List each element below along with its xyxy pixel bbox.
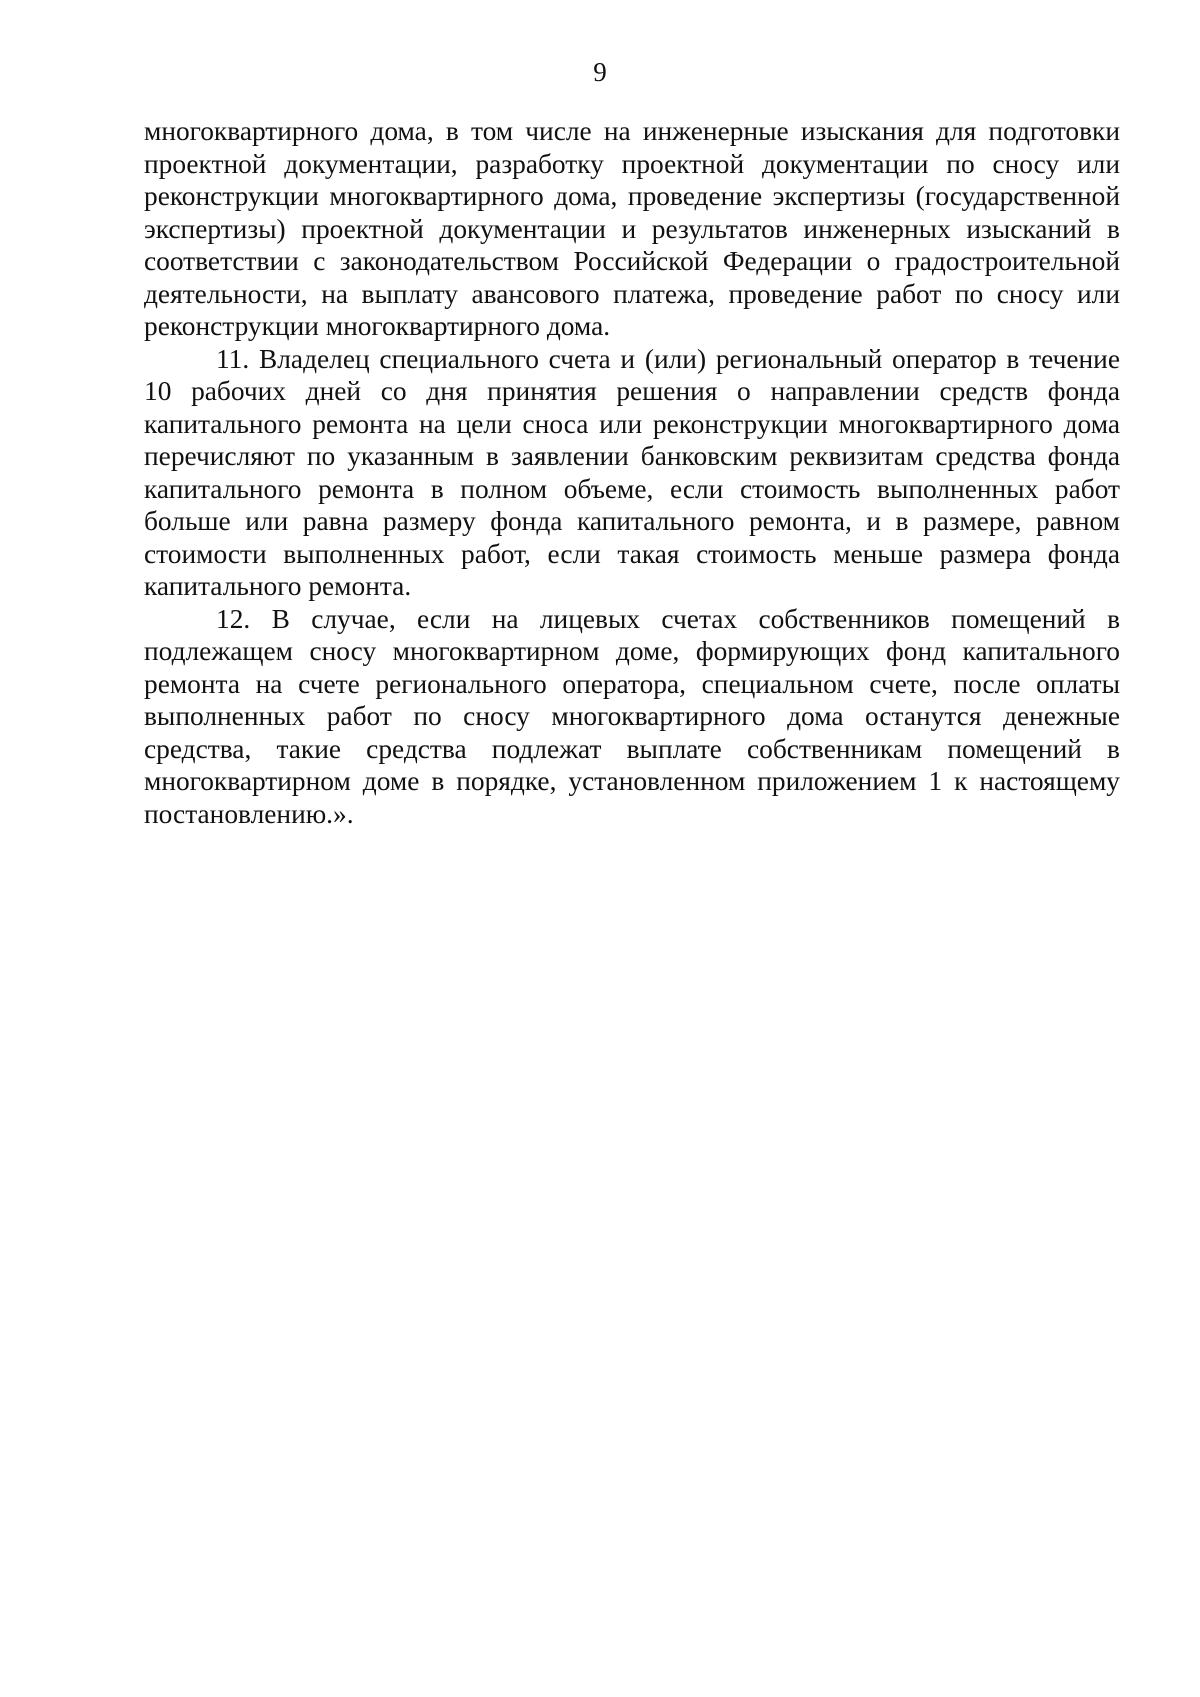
page-number: 9 [593,57,607,87]
paragraph-11: 11. Владелец специального счета и (или) региональный оператор в течение 10 рабочих дней со дня принятия решения о направлении средств фонда капитального ремонта на цели сноса или реконструкции многоквартирного дома перечисляют по указанным в заявлении банковским реквизитам средства фонда капитального ремонта в полном объеме, если стоимость выполненных работ больше или равна размеру фонда капитального ремонта, и в размере, равном стоимости выполненных работ, если такая стоимость меньше размера фонда капитального ремонта. [144,343,1120,601]
paragraph-12: 12. В случае, если на лицевых счетах собственников помещений в подлежащем сносу многоквартирном доме, формирующих фонд капитального ремонта на счете регионального оператора, специальном счете, после оплаты выполненных работ по сносу многоквартирного дома останутся денежные средства, такие средства подлежат выплате собственникам помещений в многоквартирном доме в порядке, установленном приложением 1 к настоящему постановлению.». [144,603,1120,829]
paragraph-continuation: многоквартирного дома, в том числе на инженерные изыскания для подготовки проектной документации, разработку проектной документации по сносу или реконструкции многоквартирного дома, проведение экспертизы (государственной экспертизы) проектной документации и результатов инженерных изысканий в соответствии с законодательством Российской Федерации о градостроительной деятельности, на выплату авансового платежа, проведение работ по сносу или реконструкции многоквартирного дома. [144,116,1120,341]
document-body [144,115,1120,830]
